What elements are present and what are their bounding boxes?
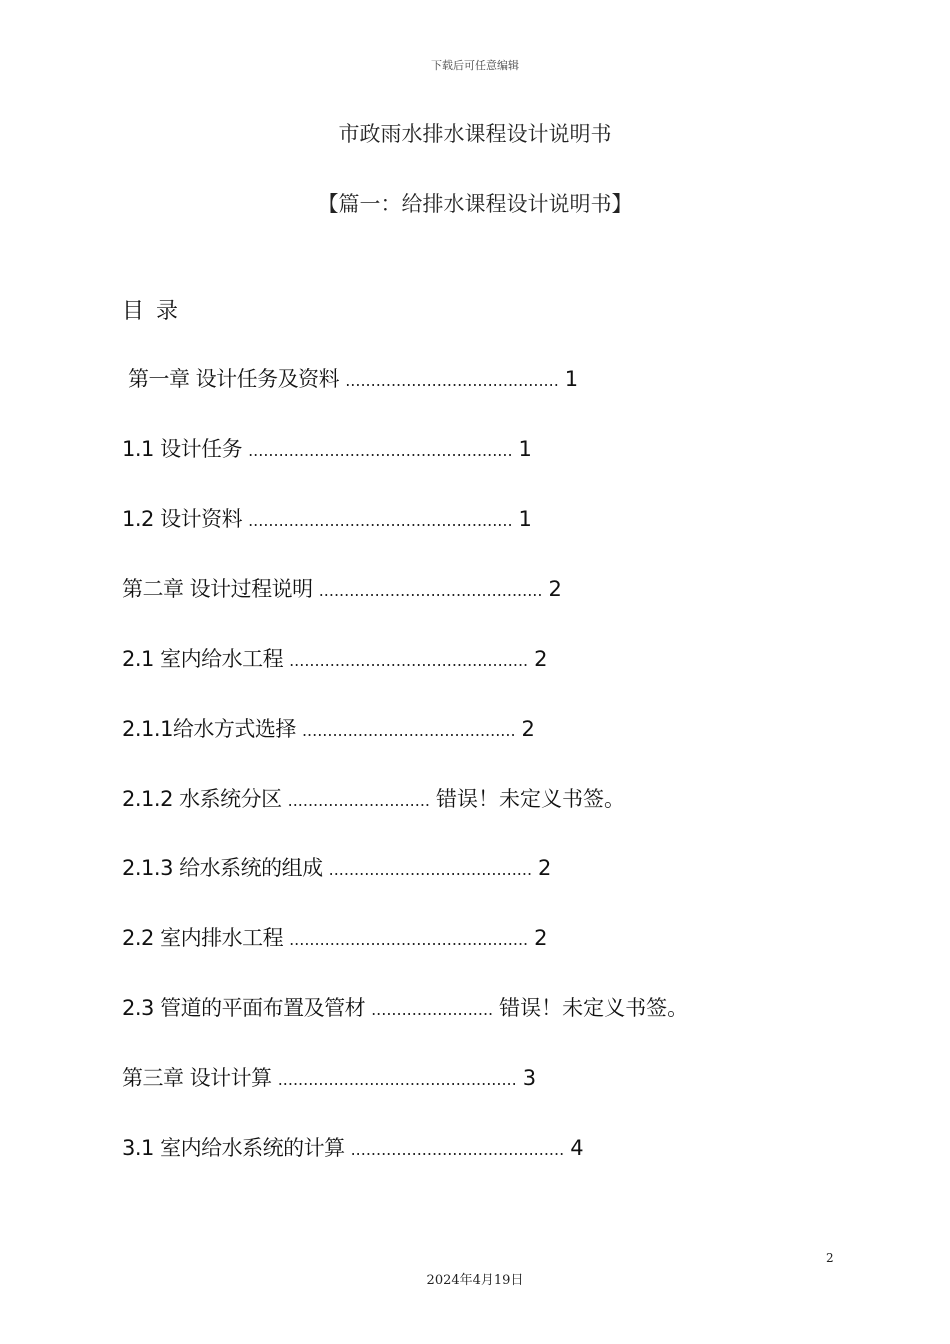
header-note: 下载后可任意编辑 <box>431 59 519 72</box>
toc-entry-label: 2.1.2 水系统分区 <box>122 787 282 811</box>
toc-entry-page: 3 <box>522 1066 537 1090</box>
toc-entry-leader: ........................ <box>371 1000 494 1019</box>
document-title: 市政雨水排水课程设计说明书 <box>338 122 612 146</box>
toc-entry-label: 2.1.1给水方式选择 <box>122 717 296 741</box>
toc-entry[interactable] <box>122 1063 536 1093</box>
toc-entry-leader: .................................................... <box>248 511 513 530</box>
toc-entry-label: 第三章 设计计算 <box>122 1066 272 1090</box>
toc-entry-label: 第二章 设计过程说明 <box>122 577 313 601</box>
toc-entry-leader: .......................................... <box>301 721 516 740</box>
toc-entry[interactable] <box>122 714 535 744</box>
toc-entry[interactable] <box>122 504 532 534</box>
toc-entry-leader: ............................................... <box>277 1070 517 1089</box>
toc-entry-label: 2.1 室内给水工程 <box>122 647 284 671</box>
toc-entry-label: 1.2 设计资料 <box>122 507 243 531</box>
toc-entry-page: 2 <box>534 926 548 950</box>
toc-entry-page: 2 <box>538 856 552 880</box>
toc-entry-leader: ............................................... <box>289 930 529 949</box>
toc-entry-page: 2 <box>548 577 562 601</box>
toc-entry-leader: ............................................ <box>318 581 543 600</box>
toc-entry-label: 3.1 室内给水系统的计算 <box>122 1136 345 1160</box>
toc-entry-page: 2 <box>521 717 535 741</box>
toc-entry-page: 2 <box>534 647 548 671</box>
toc-entry-label: 第一章 设计任务及资料 <box>128 367 340 391</box>
document-subtitle: 【篇一：给排水课程设计说明书】 <box>317 192 633 216</box>
toc-entry[interactable] <box>122 923 548 953</box>
toc-entry-page: 1 <box>564 367 579 391</box>
page-number: 2 <box>826 1251 834 1265</box>
toc-entry-label: 2.1.3 给水系统的组成 <box>122 856 323 880</box>
toc-entry-page: 1 <box>518 507 532 531</box>
toc-entry-page: 1 <box>518 437 532 461</box>
toc-entry-leader: ............................................... <box>289 651 529 670</box>
toc-entry-page: 4 <box>570 1136 584 1160</box>
toc-entry-page: 错误！未定义书签。 <box>499 996 689 1020</box>
toc-entry[interactable] <box>128 364 578 394</box>
toc-entry-leader: ........................................ <box>328 860 533 879</box>
toc-entry-leader: .......................................... <box>350 1140 565 1159</box>
toc-entry-label: 1.1 设计任务 <box>122 437 243 461</box>
toc-entry-label: 2.2 室内排水工程 <box>122 926 284 950</box>
toc-entry[interactable] <box>122 1133 584 1163</box>
toc-entry-leader: ............................ <box>287 791 431 810</box>
toc-entry-leader: .......................................... <box>345 371 559 390</box>
toc-entry-page: 错误！未定义书签。 <box>436 787 626 811</box>
toc-entry[interactable] <box>122 434 532 464</box>
toc-entry[interactable] <box>122 993 688 1023</box>
toc-entry[interactable] <box>122 574 562 604</box>
toc-heading: 目录 <box>122 299 191 324</box>
toc-entry[interactable] <box>122 853 551 883</box>
toc-entry-label: 2.3 管道的平面布置及管材 <box>122 996 366 1020</box>
toc-entry[interactable] <box>122 644 548 674</box>
toc-entry[interactable] <box>122 784 625 814</box>
toc-entry-leader: .................................................... <box>248 441 513 460</box>
footer-date: 2024年4月19日 <box>426 1273 524 1288</box>
